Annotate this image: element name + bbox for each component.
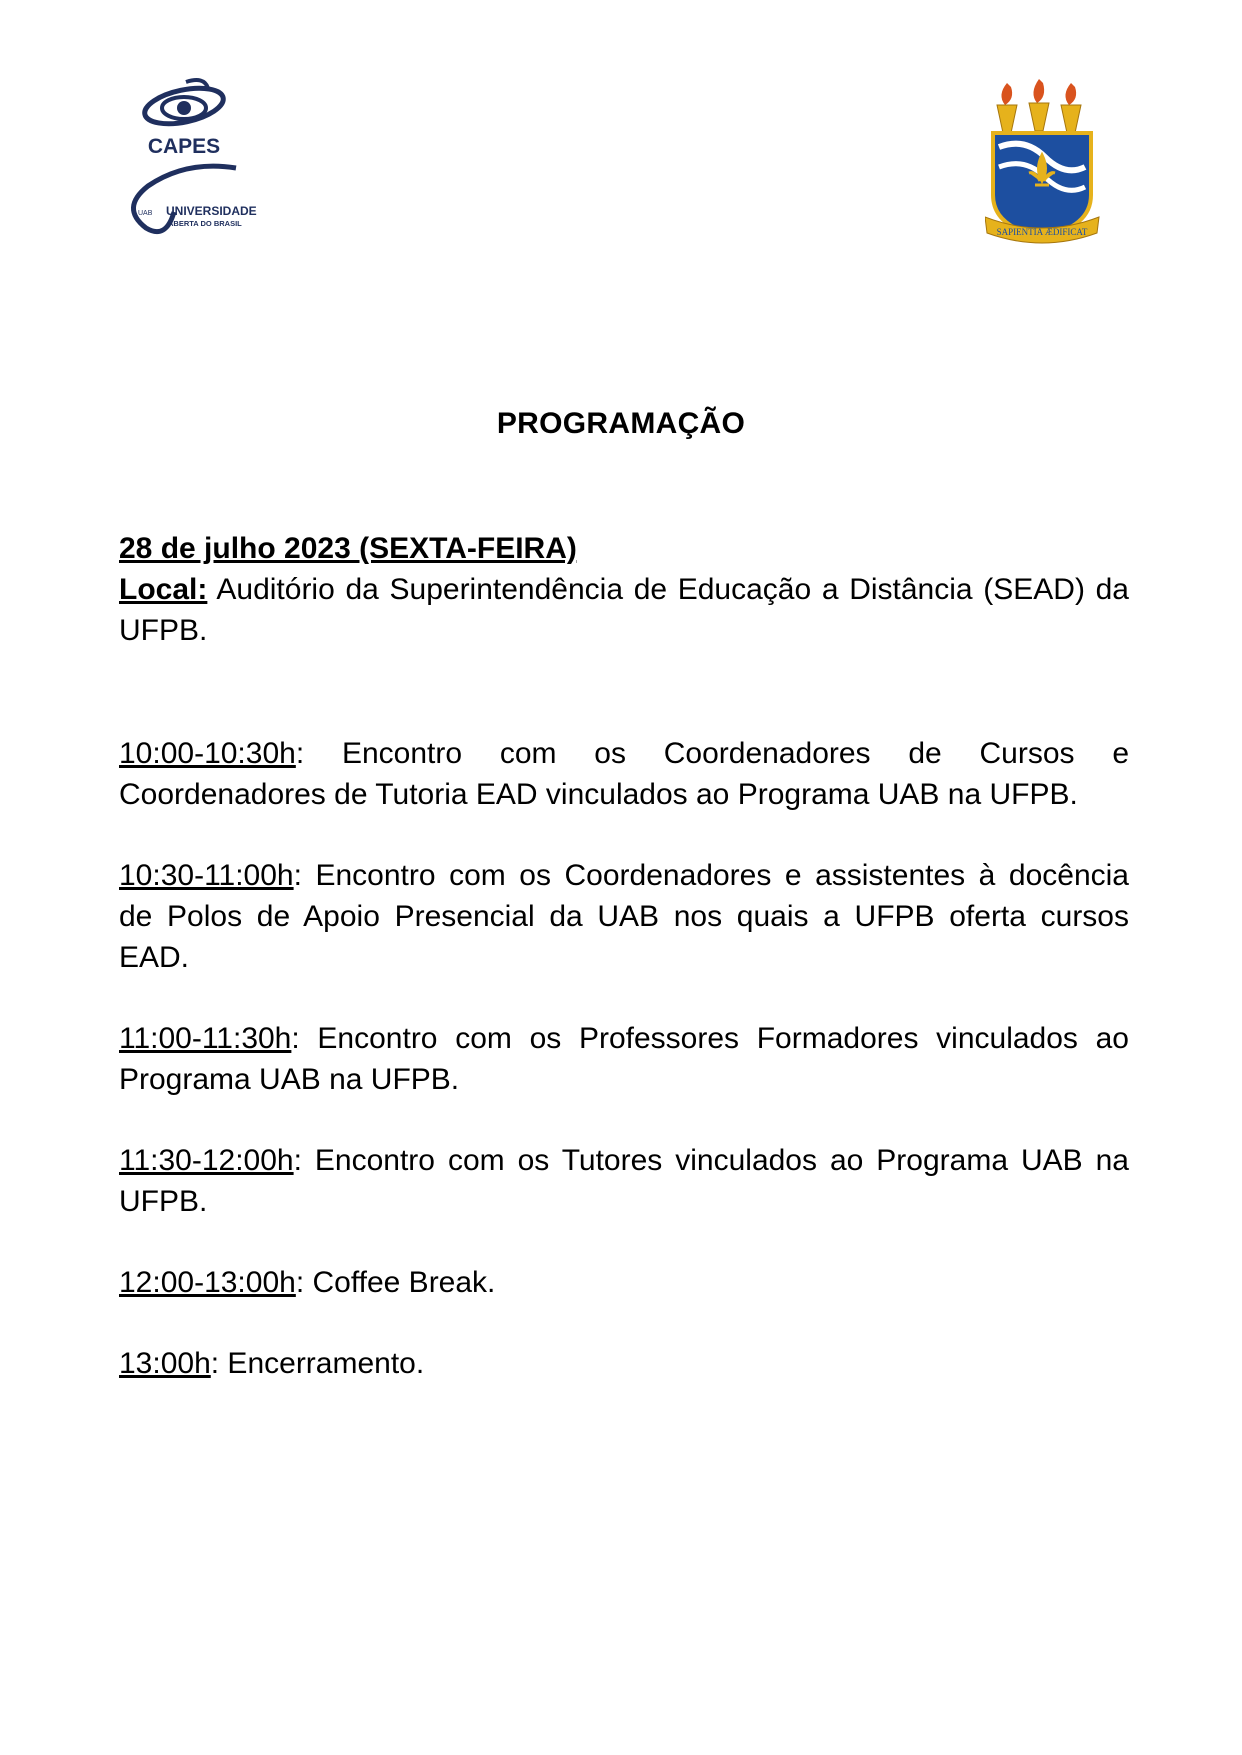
schedule-list [119,733,1129,1384]
schedule-time: 11:30-12:00h [119,1144,294,1177]
schedule-item [119,1140,1129,1222]
location-label: Local: [119,573,208,606]
schedule-item [119,733,1129,815]
spacer [119,651,1129,733]
schedule-item [119,1262,1129,1303]
uab-line2-text: ABERTA DO BRASIL [168,219,242,228]
ufpb-motto-text: SAPIENTIA ÆDIFICAT [996,227,1088,237]
schedule-text: : Encerramento. [210,1347,425,1380]
page-title: PROGRAMAÇÃO [496,407,746,440]
schedule-text: : Encontro com os Tutores vinculados ao Programa UAB na UFPB. [119,1144,1129,1218]
torch-icon [997,79,1081,133]
schedule-item [119,1343,1129,1384]
schedule-text: : Encontro com os Coordenadores de Cursos e Coordenadores de Tutoria EAD vinculados ao Programa UAB na UFPB. [119,737,1129,811]
schedule-time: 12:00-13:00h [119,1266,296,1299]
schedule-text: : Encontro com os Professores Formadores vinculados ao Programa UAB na UFPB. [119,1022,1129,1096]
event-date [119,528,1129,569]
uab-line1-text: UNIVERSIDADE [166,204,257,218]
schedule-time: 11:00-11:30h [119,1022,292,1055]
event-date-text: 28 de julho 2023 (SEXTA-FEIRA) [119,532,577,565]
uab-small-text: UAB [138,210,153,217]
event-location [119,569,1129,651]
ufpb-coat-of-arms [985,77,1115,252]
schedule-text: : Coffee Break. [295,1266,496,1299]
schedule-text: : Encontro com os Coordenadores e assistentes à docência de Polos de Apoio Presencial da UAB nos quais a UFPB oferta cursos EAD. [119,859,1129,974]
schedule-item [119,855,1129,978]
ufpb-shield-icon [985,77,1115,252]
capes-text: CAPES [147,135,221,158]
schedule-time: 13:00h [119,1347,211,1380]
schedule-time: 10:30-11:00h [119,859,294,892]
schedule-item [119,1018,1129,1100]
schedule-time: 10:00-10:30h [119,737,296,770]
location-text: Auditório da Superintendência de Educação a Distância (SEAD) da UFPB. [119,573,1129,647]
capes-uab-logo [126,78,286,248]
document-body [119,528,1129,1424]
capes-logo-icon [126,78,286,248]
